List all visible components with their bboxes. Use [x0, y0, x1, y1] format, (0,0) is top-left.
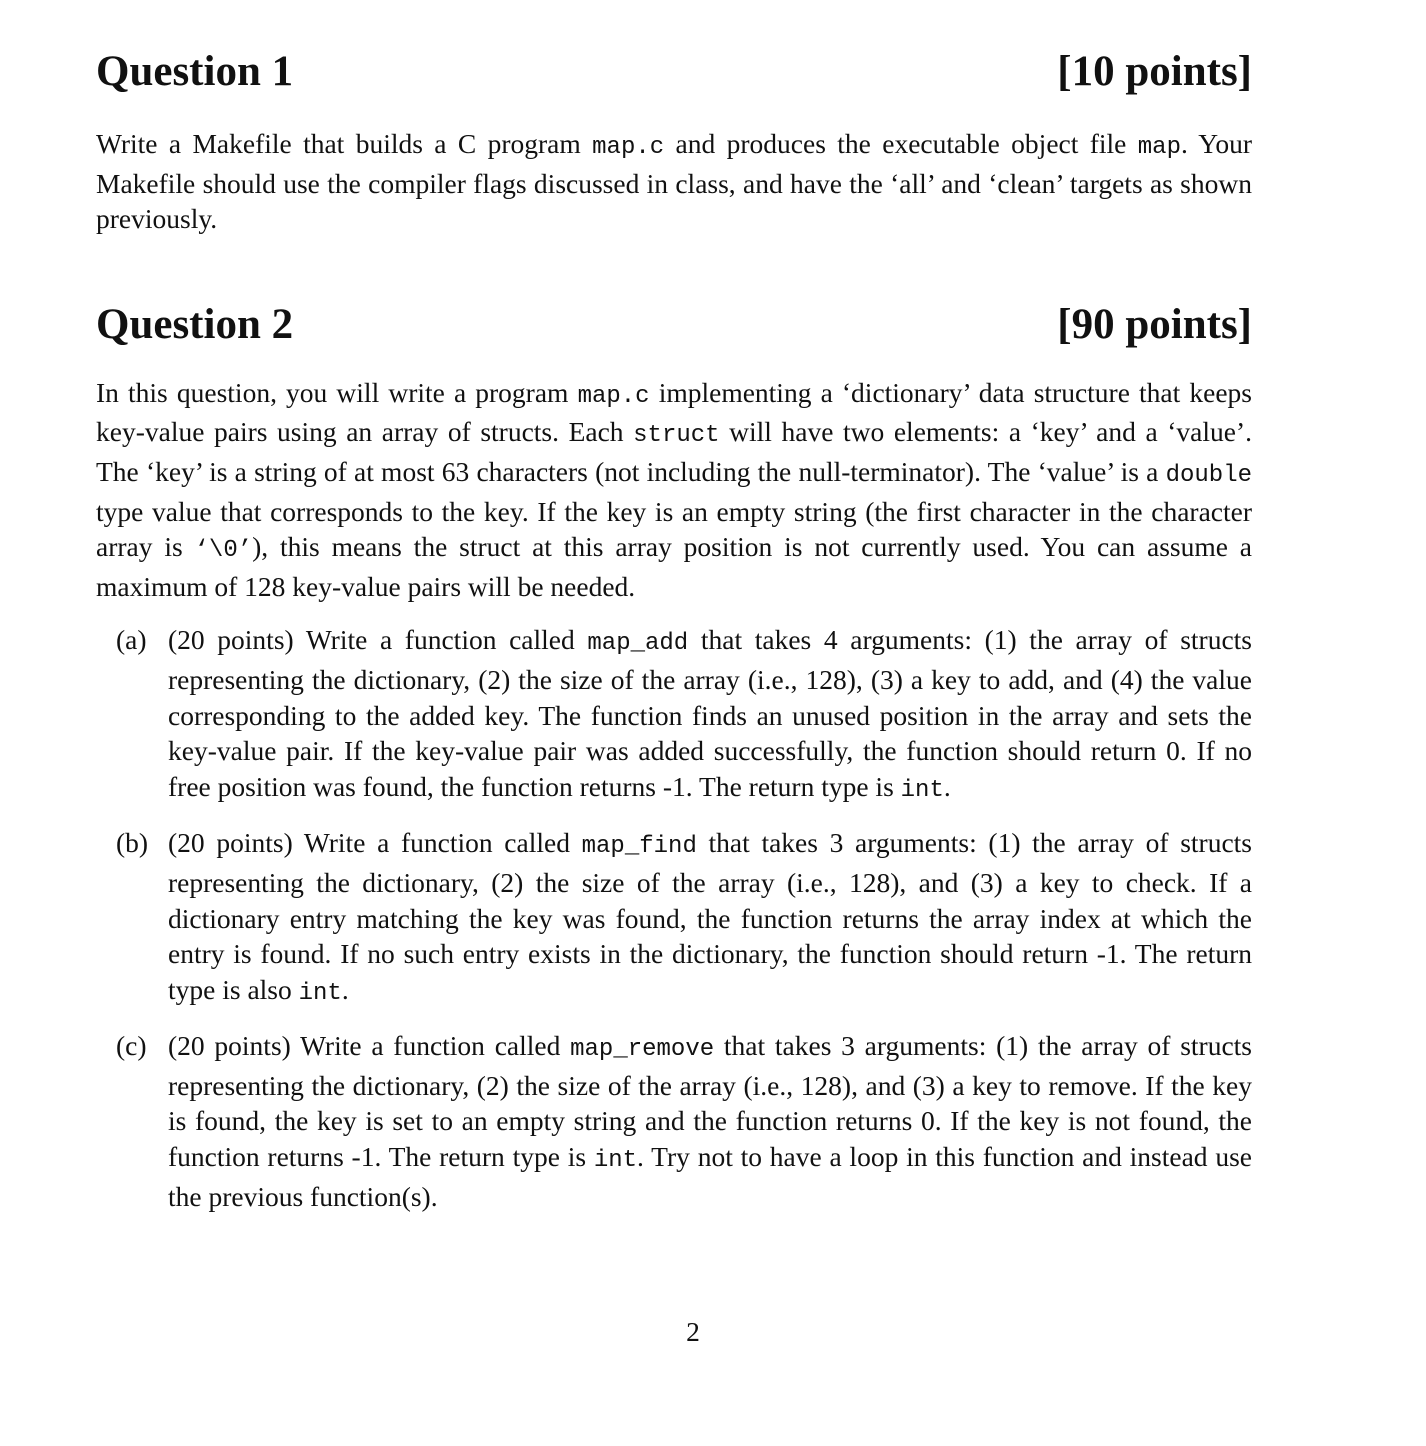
inline-code: map_find [581, 833, 697, 861]
inline-code: struct [633, 422, 720, 450]
inline-code: map_remove [570, 1036, 715, 1064]
inline-code: map.c [592, 134, 665, 161]
document-page [96, 44, 1252, 1231]
inline-code: ‘\0’ [194, 537, 253, 565]
part-c-text: (20 points) Write a function called map_remove that takes 3 arguments: (1) the array of structs representing the dictionary, (2) the size of the array (i.e., 128), and (3) a key to remove. If the key is found, the key is set to an empty string and the function returns 0. If the key is not found, the function returns -1. The return type is int. Try not to have a loop in this function and instead use the previous function(s). [168, 1030, 1252, 1212]
inline-code: int [298, 979, 342, 1007]
page-number: 2 [686, 1316, 700, 1347]
question-2-points: [90 points] [1057, 300, 1252, 348]
question-1-points: [10 points] [1057, 48, 1252, 95]
inline-code: map [1137, 134, 1181, 161]
question-2-title: Question 2 [96, 300, 294, 348]
part-b-label: (b) [116, 827, 149, 859]
question-1-heading [96, 44, 1252, 100]
question-1-title: Question 1 [96, 48, 294, 95]
part-a-label: (a) [116, 624, 147, 656]
part-c [116, 1028, 1252, 1214]
inline-code: double [1165, 461, 1252, 489]
question-1-body: Write a Makefile that builds a C program map.c and produces the executable object file map. Your Makefile should use the compiler flags discussed in class, and have the ‘all’ and ‘clean’ targets as shown previously. [96, 128, 1252, 235]
part-b [116, 825, 1252, 1011]
inline-code: map.c [577, 382, 650, 410]
question-2-parts [96, 622, 1252, 1214]
part-a-text: (20 points) Write a function called map_add that takes 4 arguments: (1) the array of structs representing the dictionary, (2) the size of the array (i.e., 128), (3) a key to add, and (4) the value corresponding to the added key. The function finds an unused position in the array and sets the key-value pair. If the key-value pair was added successfully, the function should return 0. If no free position was found, the function returns -1. The return type is int. [168, 624, 1252, 804]
part-a [116, 622, 1252, 808]
question-2-heading [96, 297, 1252, 353]
part-b-text: (20 points) Write a function called map_find that takes 3 arguments: (1) the array of structs representing the dictionary, (2) the size of the array (i.e., 128), and (3) a key to check. If a dictionary entry matching the key was found, the function returns the array index at which the entry is found. If no such entry exists in the dictionary, the function should return -1. The return type is also int. [168, 827, 1252, 1007]
inline-code: int [900, 776, 944, 804]
part-c-label: (c) [116, 1030, 147, 1062]
page-number-container [0, 1314, 1426, 1350]
inline-code: map_add [587, 630, 689, 658]
inline-code: int [593, 1147, 638, 1175]
question-2-body: In this question, you will write a program map.c implementing a ‘dictionary’ data structure that keeps key-value pairs using an array of structs. Each struct will have two elements: a ‘key’ and a ‘value’. The ‘key’ is a string of at most 63 characters (not including the null-terminator). The ‘value’ is a double type value that corresponds to the key. If the key is an empty string (the first character in the character array is ‘\0’), this means the struct at this array position is not currently used. You can assume a maximum of 128 key-value pairs will be needed. [96, 376, 1253, 602]
